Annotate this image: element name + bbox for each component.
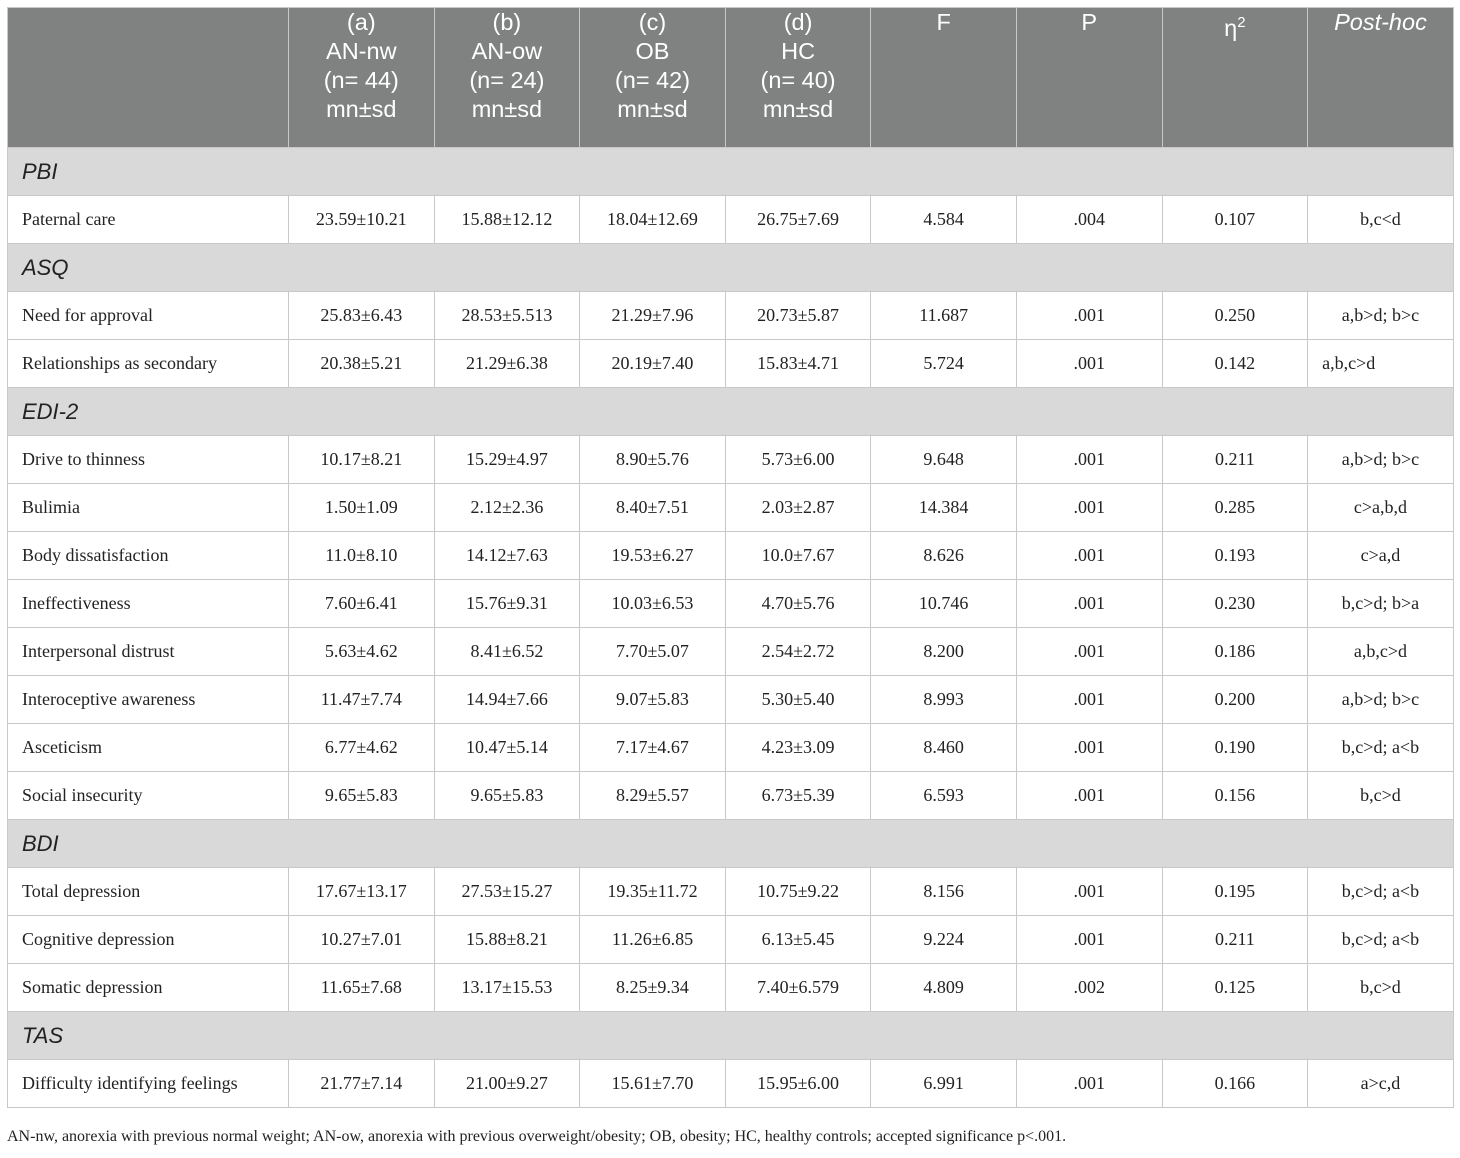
row-label: Somatic depression [8,964,289,1012]
row-label: Interoceptive awareness [8,676,289,724]
cell-f: 8.156 [871,868,1017,916]
cell-f: 6.991 [871,1060,1017,1108]
cell-post-hoc: b,c>d; b>a [1308,580,1454,628]
cell-an-ow: 14.12±7.63 [434,532,580,580]
cell-hc: 10.0±7.67 [725,532,871,580]
row-label: Bulimia [8,484,289,532]
cell-eta-squared: 0.190 [1162,724,1308,772]
cell-eta-squared: 0.186 [1162,628,1308,676]
cell-ob: 9.07±5.83 [580,676,726,724]
cell-post-hoc: a,b,c>d [1308,340,1454,388]
cell-f: 14.384 [871,484,1017,532]
table-row [8,340,1454,388]
cell-an-nw: 11.65±7.68 [289,964,435,1012]
cell-p: .001 [1016,436,1162,484]
section-row [8,388,1454,436]
cell-an-ow: 15.76±9.31 [434,580,580,628]
cell-p: .001 [1016,580,1162,628]
cell-an-ow: 28.53±5.513 [434,292,580,340]
table-row [8,772,1454,820]
cell-f: 4.584 [871,196,1017,244]
cell-post-hoc: b,c>d [1308,772,1454,820]
table-header [8,8,1454,148]
cell-an-nw: 21.77±7.14 [289,1060,435,1108]
cell-hc: 6.73±5.39 [725,772,871,820]
cell-ob: 8.29±5.57 [580,772,726,820]
cell-hc: 20.73±5.87 [725,292,871,340]
row-label: Paternal care [8,196,289,244]
section-title: BDI [8,820,1454,868]
cell-hc: 4.23±3.09 [725,724,871,772]
cell-an-ow: 9.65±5.83 [434,772,580,820]
header-group-d: (d) HC (n= 40) mn±sd [725,8,871,148]
cell-hc: 26.75±7.69 [725,196,871,244]
cell-f: 10.746 [871,580,1017,628]
cell-ob: 11.26±6.85 [580,916,726,964]
cell-p: .001 [1016,916,1162,964]
cell-eta-squared: 0.193 [1162,532,1308,580]
cell-p: .001 [1016,772,1162,820]
cell-ob: 15.61±7.70 [580,1060,726,1108]
cell-an-ow: 15.88±12.12 [434,196,580,244]
cell-f: 6.593 [871,772,1017,820]
row-label: Cognitive depression [8,916,289,964]
cell-an-ow: 8.41±6.52 [434,628,580,676]
cell-ob: 7.17±4.67 [580,724,726,772]
section-row [8,820,1454,868]
cell-an-ow: 13.17±15.53 [434,964,580,1012]
cell-eta-squared: 0.195 [1162,868,1308,916]
table-row [8,196,1454,244]
cell-ob: 8.90±5.76 [580,436,726,484]
cell-an-ow: 15.88±8.21 [434,916,580,964]
table-row [8,676,1454,724]
cell-eta-squared: 0.156 [1162,772,1308,820]
cell-an-nw: 11.47±7.74 [289,676,435,724]
cell-hc: 10.75±9.22 [725,868,871,916]
table-row [8,484,1454,532]
cell-p: .001 [1016,868,1162,916]
cell-post-hoc: b,c>d; a<b [1308,868,1454,916]
table-row [8,964,1454,1012]
cell-ob: 19.53±6.27 [580,532,726,580]
row-label: Drive to thinness [8,436,289,484]
cell-ob: 7.70±5.07 [580,628,726,676]
header-empty-cell [8,8,289,148]
cell-post-hoc: a,b,c>d [1308,628,1454,676]
cell-an-nw: 7.60±6.41 [289,580,435,628]
header-group-b: (b) AN-ow (n= 24) mn±sd [434,8,580,148]
cell-an-ow: 15.29±4.97 [434,436,580,484]
cell-an-nw: 17.67±13.17 [289,868,435,916]
cell-eta-squared: 0.142 [1162,340,1308,388]
table-row [8,436,1454,484]
table-row [8,532,1454,580]
cell-ob: 20.19±7.40 [580,340,726,388]
cell-post-hoc: a,b>d; b>c [1308,292,1454,340]
cell-hc: 2.54±2.72 [725,628,871,676]
cell-post-hoc: b,c>d; a<b [1308,916,1454,964]
cell-f: 8.626 [871,532,1017,580]
cell-an-nw: 25.83±6.43 [289,292,435,340]
section-title: EDI-2 [8,388,1454,436]
cell-post-hoc: b,c>d; a<b [1308,724,1454,772]
section-title: PBI [8,148,1454,196]
table-row [8,724,1454,772]
cell-f: 8.993 [871,676,1017,724]
table-row [8,1060,1454,1108]
cell-hc: 15.83±4.71 [725,340,871,388]
cell-f: 9.648 [871,436,1017,484]
row-label: Body dissatisfaction [8,532,289,580]
cell-eta-squared: 0.211 [1162,916,1308,964]
cell-f: 8.460 [871,724,1017,772]
cell-p: .001 [1016,628,1162,676]
cell-an-nw: 5.63±4.62 [289,628,435,676]
cell-an-nw: 10.27±7.01 [289,916,435,964]
cell-an-nw: 11.0±8.10 [289,532,435,580]
cell-hc: 2.03±2.87 [725,484,871,532]
row-label: Total depression [8,868,289,916]
cell-ob: 10.03±6.53 [580,580,726,628]
row-label: Interpersonal distrust [8,628,289,676]
cell-an-ow: 10.47±5.14 [434,724,580,772]
cell-eta-squared: 0.230 [1162,580,1308,628]
table-row [8,580,1454,628]
cell-post-hoc: a>c,d [1308,1060,1454,1108]
cell-an-ow: 14.94±7.66 [434,676,580,724]
table-row [8,916,1454,964]
cell-an-nw: 20.38±5.21 [289,340,435,388]
cell-eta-squared: 0.200 [1162,676,1308,724]
header-post-hoc: Post-hoc [1308,8,1454,148]
row-label: Need for approval [8,292,289,340]
cell-hc: 5.30±5.40 [725,676,871,724]
cell-ob: 21.29±7.96 [580,292,726,340]
cell-ob: 8.40±7.51 [580,484,726,532]
cell-eta-squared: 0.285 [1162,484,1308,532]
section-row [8,1012,1454,1060]
section-title: TAS [8,1012,1454,1060]
cell-an-nw: 6.77±4.62 [289,724,435,772]
cell-eta-squared: 0.125 [1162,964,1308,1012]
cell-post-hoc: a,b>d; b>c [1308,436,1454,484]
section-row [8,244,1454,292]
section-title: ASQ [8,244,1454,292]
cell-post-hoc: c>a,b,d [1308,484,1454,532]
cell-post-hoc: c>a,d [1308,532,1454,580]
cell-p: .001 [1016,340,1162,388]
table-row [8,628,1454,676]
cell-hc: 7.40±6.579 [725,964,871,1012]
header-f: F [871,8,1017,148]
cell-hc: 5.73±6.00 [725,436,871,484]
table-body [8,148,1454,1108]
cell-eta-squared: 0.211 [1162,436,1308,484]
cell-post-hoc: b,c<d [1308,196,1454,244]
table-footnote: AN-nw, anorexia with previous normal weight; AN-ow, anorexia with previous overweight/obesity; OB, obesity; HC, healthy controls; accepted significance p<.001. [7,1128,1067,1145]
cell-hc: 6.13±5.45 [725,916,871,964]
cell-f: 9.224 [871,916,1017,964]
cell-an-nw: 10.17±8.21 [289,436,435,484]
cell-ob: 18.04±12.69 [580,196,726,244]
row-label: Asceticism [8,724,289,772]
cell-an-ow: 2.12±2.36 [434,484,580,532]
cell-post-hoc: a,b>d; b>c [1308,676,1454,724]
row-label: Ineffectiveness [8,580,289,628]
table-row [8,868,1454,916]
cell-eta-squared: 0.250 [1162,292,1308,340]
cell-f: 8.200 [871,628,1017,676]
cell-p: .001 [1016,532,1162,580]
cell-an-nw: 9.65±5.83 [289,772,435,820]
cell-ob: 19.35±11.72 [580,868,726,916]
cell-an-nw: 23.59±10.21 [289,196,435,244]
cell-an-nw: 1.50±1.09 [289,484,435,532]
cell-p: .004 [1016,196,1162,244]
cell-f: 5.724 [871,340,1017,388]
cell-an-ow: 27.53±15.27 [434,868,580,916]
header-group-c: (c) OB (n= 42) mn±sd [580,8,726,148]
section-row [8,148,1454,196]
cell-hc: 15.95±6.00 [725,1060,871,1108]
cell-p: .002 [1016,964,1162,1012]
cell-eta-squared: 0.107 [1162,196,1308,244]
table-row [8,292,1454,340]
cell-f: 11.687 [871,292,1017,340]
row-label: Difficulty identifying feelings [8,1060,289,1108]
cell-eta-squared: 0.166 [1162,1060,1308,1108]
cell-post-hoc: b,c>d [1308,964,1454,1012]
header-group-a: (a) AN-nw (n= 44) mn±sd [289,8,435,148]
cell-p: .001 [1016,292,1162,340]
cell-hc: 4.70±5.76 [725,580,871,628]
cell-an-ow: 21.00±9.27 [434,1060,580,1108]
cell-f: 4.809 [871,964,1017,1012]
header-p: P [1016,8,1162,148]
cell-p: .001 [1016,1060,1162,1108]
cell-ob: 8.25±9.34 [580,964,726,1012]
cell-p: .001 [1016,676,1162,724]
cell-an-ow: 21.29±6.38 [434,340,580,388]
cell-p: .001 [1016,724,1162,772]
cell-p: .001 [1016,484,1162,532]
row-label: Social insecurity [8,772,289,820]
row-label: Relationships as secondary [8,340,289,388]
results-table [7,7,1454,1108]
header-eta-squared: $\eta^2$ [1162,8,1308,148]
